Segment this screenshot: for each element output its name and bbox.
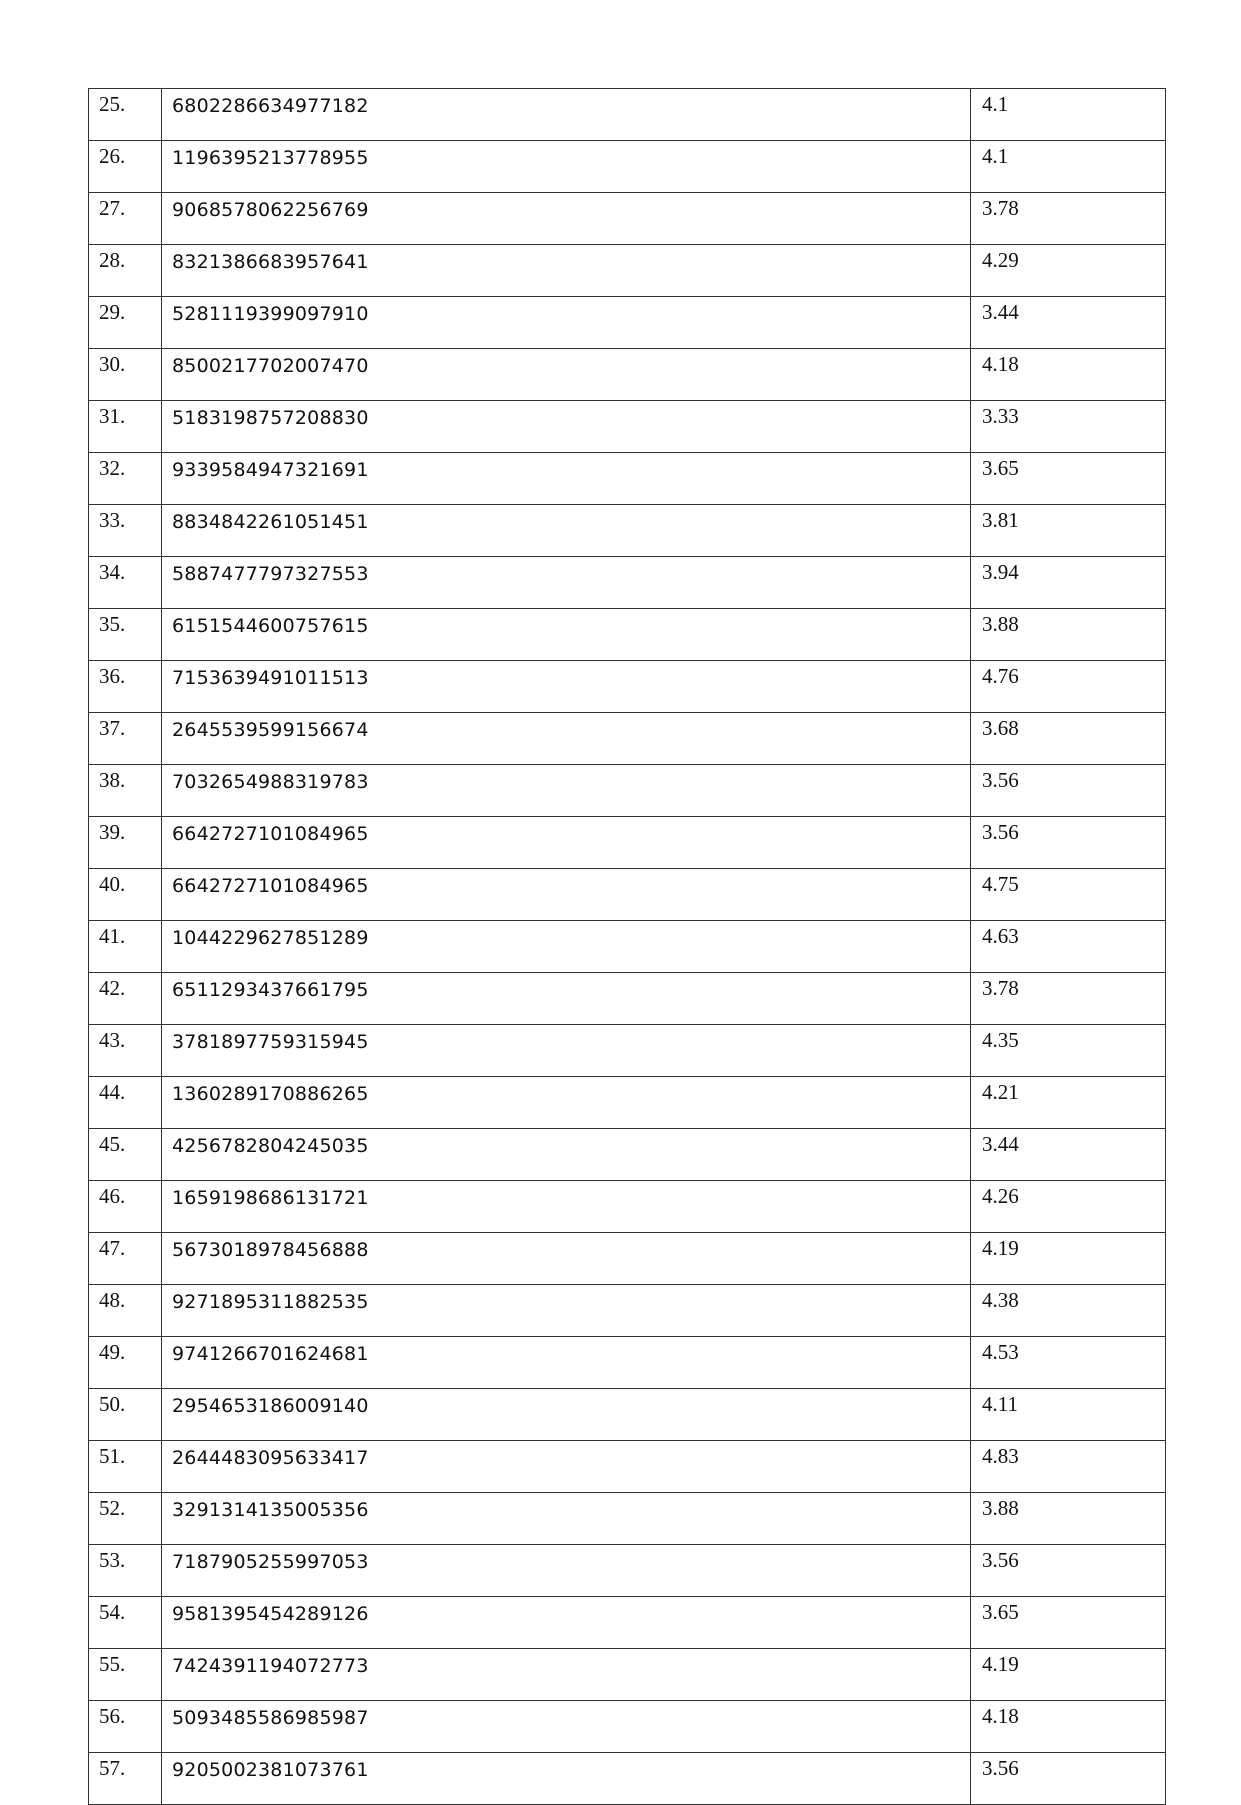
id-cell-text: 8500217702007470: [172, 355, 369, 377]
score-cell: [971, 921, 1166, 973]
id-cell-text: 1360289170886265: [172, 1083, 369, 1105]
row-number-cell: [89, 245, 162, 297]
id-cell-text: 2954653186009140: [172, 1395, 369, 1417]
score-cell: [971, 1181, 1166, 1233]
row-number-cell-text: 39.: [99, 820, 126, 844]
score-cell-text: 4.26: [982, 1184, 1019, 1208]
id-cell-text: 6511293437661795: [172, 979, 369, 1001]
score-cell-text: 4.11: [982, 1392, 1018, 1416]
row-number-cell: [89, 1285, 162, 1337]
row-number-cell-text: 52.: [99, 1496, 126, 1520]
score-cell-text: 3.56: [982, 820, 1019, 844]
id-cell: [162, 1649, 971, 1701]
score-cell: [971, 193, 1166, 245]
row-number-cell: [89, 1337, 162, 1389]
id-cell: [162, 1337, 971, 1389]
id-cell: [162, 193, 971, 245]
row-number-cell-text: 49.: [99, 1340, 126, 1364]
id-cell: [162, 1285, 971, 1337]
score-cell: [971, 557, 1166, 609]
score-cell: [971, 1077, 1166, 1129]
score-cell-text: 4.83: [982, 1444, 1019, 1468]
table-row: [89, 1181, 1166, 1233]
score-cell: [971, 349, 1166, 401]
row-number-cell-text: 29.: [99, 300, 126, 324]
table-row: [89, 1129, 1166, 1181]
score-cell-text: 3.78: [982, 976, 1019, 1000]
id-cell-text: 5183198757208830: [172, 407, 369, 429]
row-number-cell: [89, 1389, 162, 1441]
row-number-cell-text: 46.: [99, 1184, 126, 1208]
id-cell-text: 7153639491011513: [172, 667, 369, 689]
score-cell-text: 3.88: [982, 612, 1019, 636]
id-cell-text: 9205002381073761: [172, 1759, 369, 1781]
id-cell: [162, 869, 971, 921]
id-cell-text: 7032654988319783: [172, 771, 369, 793]
score-cell: [971, 1233, 1166, 1285]
row-number-cell-text: 26.: [99, 144, 126, 168]
id-cell: [162, 453, 971, 505]
score-cell-text: 4.38: [982, 1288, 1019, 1312]
row-number-cell: [89, 713, 162, 765]
id-cell: [162, 401, 971, 453]
row-number-cell: [89, 1025, 162, 1077]
row-number-cell-text: 48.: [99, 1288, 126, 1312]
id-cell: [162, 1233, 971, 1285]
table-row: [89, 1077, 1166, 1129]
id-cell: [162, 141, 971, 193]
score-cell-text: 3.81: [982, 508, 1019, 532]
row-number-cell-text: 30.: [99, 352, 126, 376]
id-cell: [162, 713, 971, 765]
score-cell-text: 4.18: [982, 1704, 1019, 1728]
id-cell: [162, 1025, 971, 1077]
id-cell: [162, 1597, 971, 1649]
table-row: [89, 349, 1166, 401]
score-cell: [971, 1701, 1166, 1753]
id-cell-text: 9339584947321691: [172, 459, 369, 481]
row-number-cell: [89, 973, 162, 1025]
score-cell: [971, 765, 1166, 817]
score-cell-text: 3.78: [982, 196, 1019, 220]
row-number-cell-text: 27.: [99, 196, 126, 220]
score-cell-text: 4.53: [982, 1340, 1019, 1364]
score-cell: [971, 609, 1166, 661]
row-number-cell: [89, 557, 162, 609]
score-cell: [971, 1337, 1166, 1389]
score-cell-text: 4.1: [982, 92, 1009, 116]
id-cell: [162, 505, 971, 557]
table-row: [89, 1493, 1166, 1545]
score-cell-text: 3.56: [982, 1548, 1019, 1572]
id-cell: [162, 973, 971, 1025]
score-cell: [971, 89, 1166, 141]
table-row: [89, 1285, 1166, 1337]
score-cell-text: 4.76: [982, 664, 1019, 688]
row-number-cell-text: 37.: [99, 716, 126, 740]
id-cell: [162, 1493, 971, 1545]
score-cell: [971, 869, 1166, 921]
row-number-cell-text: 53.: [99, 1548, 126, 1572]
table-row: [89, 661, 1166, 713]
id-cell: [162, 89, 971, 141]
id-cell-text: 5093485586985987: [172, 1707, 369, 1729]
row-number-cell: [89, 349, 162, 401]
table-row: [89, 453, 1166, 505]
row-number-cell: [89, 869, 162, 921]
row-number-cell: [89, 1493, 162, 1545]
id-cell: [162, 609, 971, 661]
table-row: [89, 713, 1166, 765]
row-number-cell-text: 31.: [99, 404, 126, 428]
score-cell-text: 3.68: [982, 716, 1019, 740]
id-cell-text: 1659198686131721: [172, 1187, 369, 1209]
table-row: [89, 1025, 1166, 1077]
row-number-cell-text: 34.: [99, 560, 126, 584]
row-number-cell: [89, 1077, 162, 1129]
table-row: [89, 245, 1166, 297]
data-table: [88, 88, 1166, 1805]
row-number-cell-text: 56.: [99, 1704, 126, 1728]
row-number-cell: [89, 1545, 162, 1597]
table-row: [89, 869, 1166, 921]
id-cell: [162, 1129, 971, 1181]
row-number-cell: [89, 1129, 162, 1181]
id-cell: [162, 1077, 971, 1129]
id-cell: [162, 1441, 971, 1493]
row-number-cell: [89, 661, 162, 713]
score-cell: [971, 713, 1166, 765]
id-cell: [162, 1753, 971, 1805]
row-number-cell: [89, 453, 162, 505]
id-cell: [162, 1701, 971, 1753]
score-cell-text: 3.88: [982, 1496, 1019, 1520]
row-number-cell-text: 41.: [99, 924, 126, 948]
row-number-cell: [89, 817, 162, 869]
row-number-cell-text: 43.: [99, 1028, 126, 1052]
id-cell-text: 8321386683957641: [172, 251, 369, 273]
score-cell-text: 3.56: [982, 1756, 1019, 1780]
score-cell: [971, 973, 1166, 1025]
score-cell-text: 4.19: [982, 1236, 1019, 1260]
id-cell: [162, 1545, 971, 1597]
id-cell-text: 1196395213778955: [172, 147, 369, 169]
id-cell: [162, 817, 971, 869]
row-number-cell-text: 54.: [99, 1600, 126, 1624]
score-cell: [971, 817, 1166, 869]
row-number-cell: [89, 1701, 162, 1753]
row-number-cell: [89, 921, 162, 973]
row-number-cell: [89, 1233, 162, 1285]
table-row: [89, 401, 1166, 453]
id-cell: [162, 297, 971, 349]
id-cell-text: 3781897759315945: [172, 1031, 369, 1053]
score-cell-text: 4.19: [982, 1652, 1019, 1676]
table-row: [89, 1389, 1166, 1441]
score-cell: [971, 1025, 1166, 1077]
id-cell-text: 9741266701624681: [172, 1343, 369, 1365]
id-cell-text: 4256782804245035: [172, 1135, 369, 1157]
table-row: [89, 1753, 1166, 1805]
id-cell-text: 9271895311882535: [172, 1291, 369, 1313]
table-row: [89, 1441, 1166, 1493]
table-row: [89, 557, 1166, 609]
score-cell: [971, 1753, 1166, 1805]
row-number-cell-text: 25.: [99, 92, 126, 116]
score-cell: [971, 401, 1166, 453]
row-number-cell: [89, 1649, 162, 1701]
score-cell: [971, 1597, 1166, 1649]
score-cell-text: 4.29: [982, 248, 1019, 272]
id-cell-text: 5281119399097910: [172, 303, 369, 325]
score-cell: [971, 1649, 1166, 1701]
row-number-cell-text: 45.: [99, 1132, 126, 1156]
score-cell-text: 3.56: [982, 768, 1019, 792]
table-row: [89, 817, 1166, 869]
row-number-cell-text: 33.: [99, 508, 126, 532]
row-number-cell-text: 57.: [99, 1756, 126, 1780]
row-number-cell-text: 44.: [99, 1080, 126, 1104]
id-cell: [162, 1181, 971, 1233]
score-cell-text: 4.21: [982, 1080, 1019, 1104]
row-number-cell-text: 36.: [99, 664, 126, 688]
table-row: [89, 505, 1166, 557]
id-cell-text: 7187905255997053: [172, 1551, 369, 1573]
row-number-cell-text: 42.: [99, 976, 126, 1000]
score-cell: [971, 505, 1166, 557]
score-cell: [971, 1493, 1166, 1545]
row-number-cell: [89, 89, 162, 141]
score-cell: [971, 141, 1166, 193]
id-cell-text: 6151544600757615: [172, 615, 369, 637]
table-row: [89, 973, 1166, 1025]
table-body: [89, 89, 1166, 1805]
id-cell: [162, 765, 971, 817]
score-cell: [971, 1441, 1166, 1493]
id-cell-text: 3291314135005356: [172, 1499, 369, 1521]
id-cell: [162, 349, 971, 401]
id-cell-text: 6642727101084965: [172, 823, 369, 845]
score-cell-text: 3.94: [982, 560, 1019, 584]
id-cell-text: 2645539599156674: [172, 719, 369, 741]
score-cell: [971, 661, 1166, 713]
table-row: [89, 89, 1166, 141]
row-number-cell: [89, 1753, 162, 1805]
id-cell-text: 5887477797327553: [172, 563, 369, 585]
id-cell: [162, 557, 971, 609]
id-cell: [162, 1389, 971, 1441]
id-cell-text: 9581395454289126: [172, 1603, 369, 1625]
row-number-cell-text: 38.: [99, 768, 126, 792]
row-number-cell: [89, 1441, 162, 1493]
row-number-cell-text: 40.: [99, 872, 126, 896]
score-cell-text: 4.18: [982, 352, 1019, 376]
id-cell-text: 1044229627851289: [172, 927, 369, 949]
row-number-cell: [89, 1181, 162, 1233]
table-row: [89, 1649, 1166, 1701]
row-number-cell: [89, 1597, 162, 1649]
id-cell-text: 6642727101084965: [172, 875, 369, 897]
id-cell-text: 2644483095633417: [172, 1447, 369, 1469]
score-cell-text: 3.33: [982, 404, 1019, 428]
id-cell-text: 9068578062256769: [172, 199, 369, 221]
score-cell: [971, 1545, 1166, 1597]
score-cell: [971, 297, 1166, 349]
table-row: [89, 1233, 1166, 1285]
id-cell: [162, 245, 971, 297]
score-cell-text: 3.44: [982, 1132, 1019, 1156]
score-cell: [971, 1389, 1166, 1441]
table-row: [89, 1337, 1166, 1389]
row-number-cell-text: 50.: [99, 1392, 126, 1416]
score-cell-text: 4.75: [982, 872, 1019, 896]
id-cell: [162, 921, 971, 973]
score-cell-text: 3.65: [982, 456, 1019, 480]
row-number-cell-text: 35.: [99, 612, 126, 636]
score-cell: [971, 1285, 1166, 1337]
row-number-cell: [89, 765, 162, 817]
id-cell-text: 7424391194072773: [172, 1655, 369, 1677]
row-number-cell: [89, 297, 162, 349]
row-number-cell-text: 51.: [99, 1444, 126, 1468]
score-cell-text: 3.44: [982, 300, 1019, 324]
table-row: [89, 141, 1166, 193]
row-number-cell-text: 47.: [99, 1236, 126, 1260]
id-cell: [162, 661, 971, 713]
row-number-cell: [89, 505, 162, 557]
row-number-cell-text: 32.: [99, 456, 126, 480]
score-cell-text: 3.65: [982, 1600, 1019, 1624]
id-cell-text: 8834842261051451: [172, 511, 369, 533]
row-number-cell: [89, 141, 162, 193]
id-cell-text: 5673018978456888: [172, 1239, 369, 1261]
table-row: [89, 921, 1166, 973]
score-cell-text: 4.63: [982, 924, 1019, 948]
score-cell-text: 4.35: [982, 1028, 1019, 1052]
score-cell-text: 4.1: [982, 144, 1009, 168]
table-row: [89, 1701, 1166, 1753]
row-number-cell-text: 28.: [99, 248, 126, 272]
row-number-cell-text: 55.: [99, 1652, 126, 1676]
table-row: [89, 297, 1166, 349]
table-row: [89, 609, 1166, 661]
score-cell: [971, 245, 1166, 297]
row-number-cell: [89, 609, 162, 661]
score-cell: [971, 1129, 1166, 1181]
id-cell-text: 6802286634977182: [172, 95, 369, 117]
score-cell: [971, 453, 1166, 505]
table-row: [89, 1597, 1166, 1649]
table-row: [89, 193, 1166, 245]
row-number-cell: [89, 193, 162, 245]
row-number-cell: [89, 401, 162, 453]
table-row: [89, 765, 1166, 817]
table-row: [89, 1545, 1166, 1597]
